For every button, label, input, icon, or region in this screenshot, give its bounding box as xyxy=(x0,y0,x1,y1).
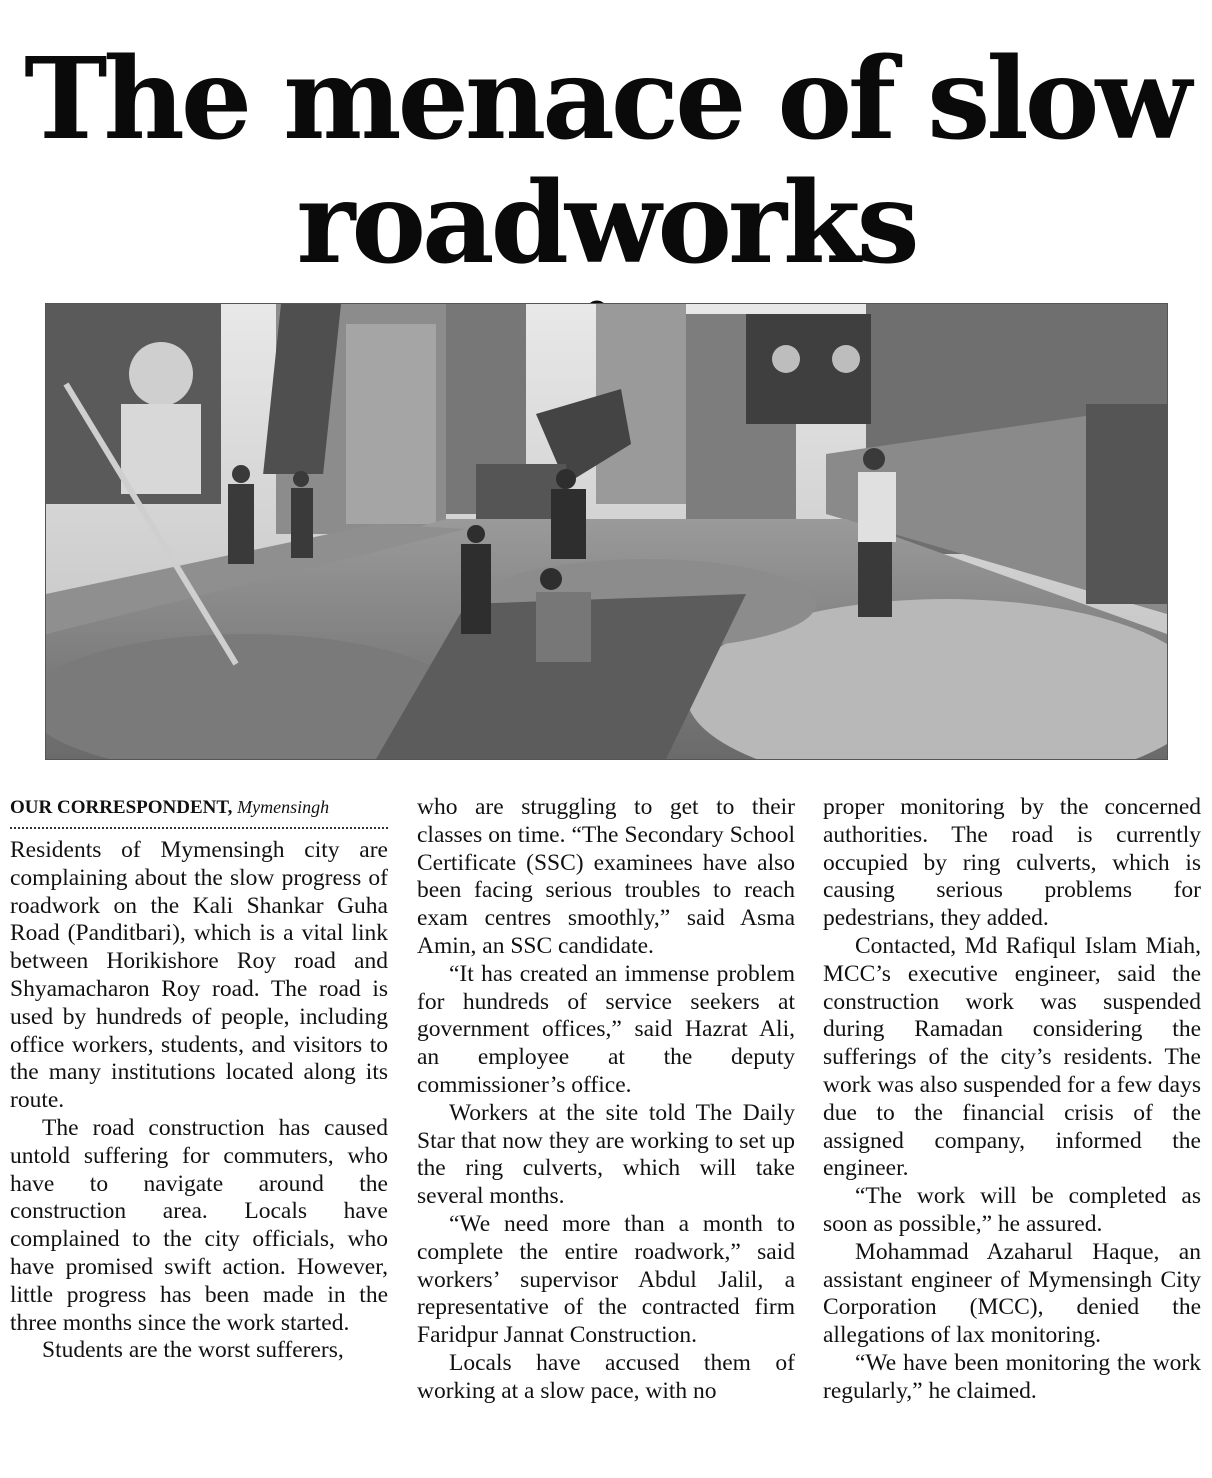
paragraph: Mohammad Azaharul Haque, an assistant engineer of Mymensingh City Corporation (MCC), denied the allegations of lax monitoring. xyxy=(823,1238,1201,1349)
paragraph: “We have been monitoring the work regularly,” he claimed. xyxy=(823,1349,1201,1404)
paragraph: Locals have accused them of working at a slow pace, with no xyxy=(417,1349,795,1404)
paragraph: who are struggling to get to their classes on time. “The Secondary School Certificate (SSC) examinees have also been facing serious troubles to reach exam centres smoothly,” said Asma Amin, an SSC candidate. xyxy=(417,794,795,959)
byline xyxy=(10,794,388,829)
paragraph: “The work will be completed as soon as possible,” he assured. xyxy=(823,1183,1201,1237)
headline: The menace of slow roadworks xyxy=(24,34,1188,289)
paragraph: The road construction has caused untold suffering for commuters, who have to navigate around the construction area. Locals have complained to the city officials, who have promised swift action. However, little progress has been made in the three months since the work started. xyxy=(10,1114,388,1336)
byline-location: Mymensingh xyxy=(237,797,330,817)
article-column-1 xyxy=(10,794,388,1365)
pedestrian xyxy=(858,448,896,617)
paragraph: Residents of Mymensingh city are complaining about the slow progress of roadwork on the Kali Shankar Guha Road (Panditbari), which is a vital link between Horikishore Roy road and Shyamacharon Roy road. The road is used by hundreds of people, including office workers, students, and visitors to the many institutions located along its route. xyxy=(10,837,388,1114)
paragraph: Contacted, Md Rafiqul Islam Miah, MCC’s executive engineer, said the construction work was suspended during Ramadan considering the sufferings of the city’s residents. The work was also suspended for a few days due to the financial crisis of the assigned company, informed the engineer. xyxy=(823,932,1201,1182)
paragraph: proper monitoring by the concerned authorities. The road is currently occupied by ring culverts, which is causing serious problems for pedestrians, they added. xyxy=(823,794,1201,932)
photo-illustration xyxy=(46,304,1167,759)
roadworks-photo xyxy=(45,303,1168,760)
article-column-3 xyxy=(823,794,1201,1406)
paragraph: “We need more than a month to complete the entire roadwork,” said workers’ supervisor Abdul Jalil, a representative of the contracted firm Faridpur Jannat Construction. xyxy=(417,1210,795,1349)
byline-name: OUR CORRESPONDENT, xyxy=(10,797,233,818)
paragraph: “It has created an immense problem for hundreds of service seekers at government offices,” said Hazrat Ali, an employee at the deputy commissioner’s office. xyxy=(417,960,795,1098)
article-column-2 xyxy=(417,794,795,1406)
paragraph: Students are the worst sufferers, xyxy=(42,1337,344,1364)
paragraph: Workers at the site told The Daily Star that now they are working to set up the ring culverts, which will take several months. xyxy=(417,1099,795,1210)
